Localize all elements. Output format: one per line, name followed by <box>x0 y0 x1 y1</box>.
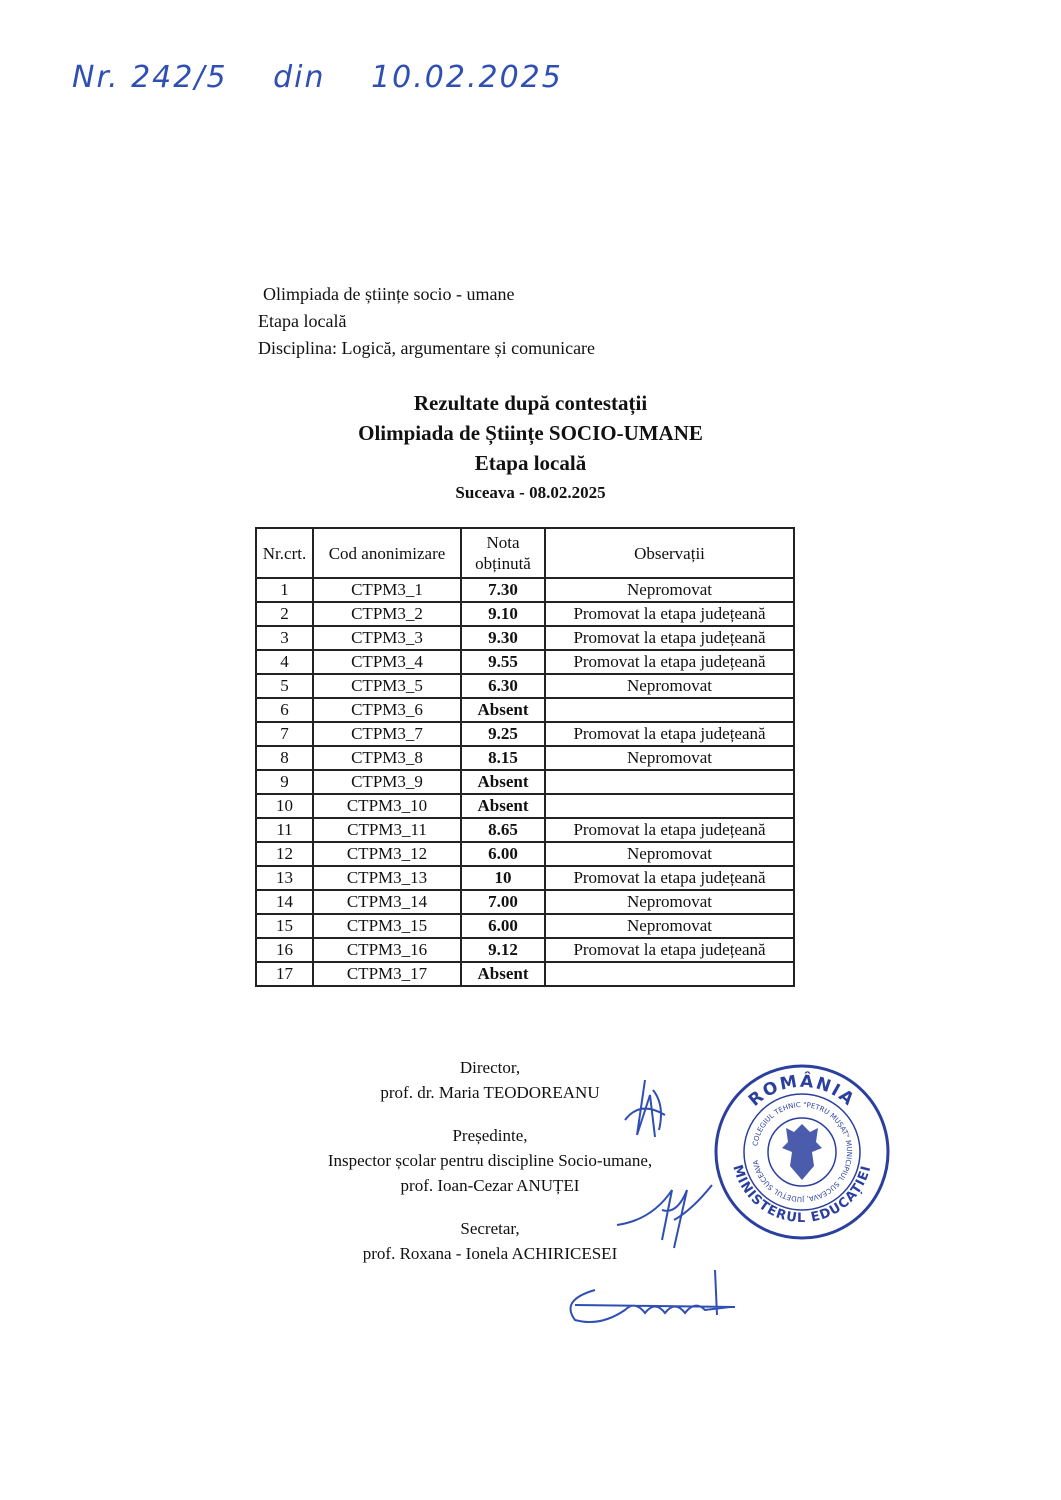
cell-obs: Promovat la etapa județeană <box>545 722 794 746</box>
cell-obs: Promovat la etapa județeană <box>545 626 794 650</box>
table-row <box>256 578 794 602</box>
cell-nr: 13 <box>256 866 313 890</box>
cell-obs: Promovat la etapa județeană <box>545 818 794 842</box>
cell-nota: 9.12 <box>461 938 545 962</box>
cell-nr: 10 <box>256 794 313 818</box>
cell-nota: Absent <box>461 962 545 986</box>
cell-cod: CTPM3_4 <box>313 650 461 674</box>
table-row <box>256 650 794 674</box>
header-obs: Observații <box>545 528 794 578</box>
cell-obs: Promovat la etapa județeană <box>545 650 794 674</box>
cell-obs: Promovat la etapa județeană <box>545 938 794 962</box>
coat-of-arms-icon <box>782 1124 822 1180</box>
cell-nr: 1 <box>256 578 313 602</box>
cell-obs <box>545 770 794 794</box>
header-nr: Nr.crt. <box>256 528 313 578</box>
cell-obs: Promovat la etapa județeană <box>545 602 794 626</box>
cell-cod: CTPM3_13 <box>313 866 461 890</box>
director-title: Director, <box>459 1058 521 1077</box>
cell-nr: 4 <box>256 650 313 674</box>
cell-nota: 6.30 <box>461 674 545 698</box>
cell-obs: Nepromovat <box>545 674 794 698</box>
registration-handwritten <box>72 60 563 95</box>
cell-obs <box>545 962 794 986</box>
cell-obs: Nepromovat <box>545 746 794 770</box>
cell-obs: Nepromovat <box>545 890 794 914</box>
secretary-signature <box>555 1265 745 1335</box>
title-location-date: Suceava - 08.02.2025 <box>455 483 606 502</box>
cell-nota: 6.00 <box>461 842 545 866</box>
secretary-name: prof. Roxana - Ionela ACHIRICESEI <box>362 1244 618 1263</box>
table-row <box>256 626 794 650</box>
cell-nr: 5 <box>256 674 313 698</box>
cell-nota: 9.30 <box>461 626 545 650</box>
director-name: prof. dr. Maria TEODOREANU <box>380 1083 600 1102</box>
official-stamp <box>712 1062 892 1242</box>
cell-nr: 7 <box>256 722 313 746</box>
table-header-row <box>256 528 794 578</box>
title-stage: Etapa locală <box>474 451 587 475</box>
header-stage: Etapa locală <box>258 311 347 331</box>
table-row <box>256 794 794 818</box>
cell-nota: 7.30 <box>461 578 545 602</box>
cell-nota: 6.00 <box>461 914 545 938</box>
table-row <box>256 746 794 770</box>
header-nota <box>461 528 545 578</box>
cell-nr: 6 <box>256 698 313 722</box>
cell-nota: 10 <box>461 866 545 890</box>
cell-nota: 9.10 <box>461 602 545 626</box>
cell-cod: CTPM3_8 <box>313 746 461 770</box>
results-table <box>255 527 795 987</box>
cell-cod: CTPM3_6 <box>313 698 461 722</box>
cell-cod: CTPM3_17 <box>313 962 461 986</box>
director-signature <box>615 1075 675 1150</box>
header-cod: Cod anonimizare <box>313 528 461 578</box>
table-row <box>256 602 794 626</box>
cell-cod: CTPM3_5 <box>313 674 461 698</box>
president-role: Inspector școlar pentru discipline Socio-umane, <box>327 1151 653 1170</box>
header-nota-line1: Nota <box>486 533 520 552</box>
cell-obs: Nepromovat <box>545 842 794 866</box>
table-row <box>256 770 794 794</box>
cell-cod: CTPM3_15 <box>313 914 461 938</box>
cell-cod: CTPM3_1 <box>313 578 461 602</box>
cell-cod: CTPM3_7 <box>313 722 461 746</box>
table-row <box>256 698 794 722</box>
cell-obs <box>545 698 794 722</box>
cell-nr: 17 <box>256 962 313 986</box>
cell-nota: Absent <box>461 770 545 794</box>
cell-nota: 9.25 <box>461 722 545 746</box>
cell-cod: CTPM3_16 <box>313 938 461 962</box>
cell-obs: Nepromovat <box>545 914 794 938</box>
cell-nr: 14 <box>256 890 313 914</box>
cell-nota: Absent <box>461 794 545 818</box>
cell-obs <box>545 794 794 818</box>
cell-nr: 2 <box>256 602 313 626</box>
cell-nr: 9 <box>256 770 313 794</box>
president-title: Președinte, <box>452 1126 528 1145</box>
cell-cod: CTPM3_2 <box>313 602 461 626</box>
title-olympiad: Olimpiada de Științe SOCIO-UMANE <box>358 421 703 445</box>
registration-date: 10.02.2025 <box>371 60 563 95</box>
table-row <box>256 842 794 866</box>
stamp-top-text: ROMÂNIA <box>744 1071 860 1111</box>
cell-obs: Promovat la etapa județeană <box>545 866 794 890</box>
stamp-bottom-text: MINISTERUL EDUCAȚIEI <box>729 1163 875 1227</box>
table-row <box>256 674 794 698</box>
document-header <box>258 281 595 362</box>
cell-cod: CTPM3_9 <box>313 770 461 794</box>
registration-number: Nr. 242/5 <box>72 60 228 95</box>
cell-nr: 15 <box>256 914 313 938</box>
registration-word: din <box>273 60 326 95</box>
title-results: Rezultate după contestații <box>413 391 648 415</box>
cell-nr: 12 <box>256 842 313 866</box>
secretary-title: Secretar, <box>460 1219 520 1238</box>
table-row <box>256 962 794 986</box>
cell-nota: 8.65 <box>461 818 545 842</box>
header-discipline: Disciplina: Logică, argumentare și comunicare <box>258 338 596 358</box>
header-nota-line2: obținută <box>475 554 531 573</box>
cell-nr: 16 <box>256 938 313 962</box>
table-row <box>256 722 794 746</box>
cell-nr: 8 <box>256 746 313 770</box>
cell-nota: 7.00 <box>461 890 545 914</box>
cell-cod: CTPM3_14 <box>313 890 461 914</box>
cell-nota: 9.55 <box>461 650 545 674</box>
cell-nr: 11 <box>256 818 313 842</box>
cell-cod: CTPM3_3 <box>313 626 461 650</box>
table-row <box>256 938 794 962</box>
cell-cod: CTPM3_10 <box>313 794 461 818</box>
table-row <box>256 890 794 914</box>
president-name: prof. Ioan-Cezar ANUȚEI <box>400 1176 580 1195</box>
table-row <box>256 914 794 938</box>
cell-nota: 8.15 <box>461 746 545 770</box>
table-row <box>256 866 794 890</box>
table-row <box>256 818 794 842</box>
cell-nr: 3 <box>256 626 313 650</box>
cell-nota: Absent <box>461 698 545 722</box>
cell-obs: Nepromovat <box>545 578 794 602</box>
header-olympiad: Olimpiada de științe socio - umane <box>263 284 515 304</box>
cell-cod: CTPM3_12 <box>313 842 461 866</box>
page-title <box>0 388 1061 506</box>
cell-cod: CTPM3_11 <box>313 818 461 842</box>
stamp-inner-text: COLEGIUL TEHNIC "PETRU MUȘAT" MUNICIPIUL SUCEAVA, JUDEȚUL SUCEAVA <box>751 1100 854 1204</box>
